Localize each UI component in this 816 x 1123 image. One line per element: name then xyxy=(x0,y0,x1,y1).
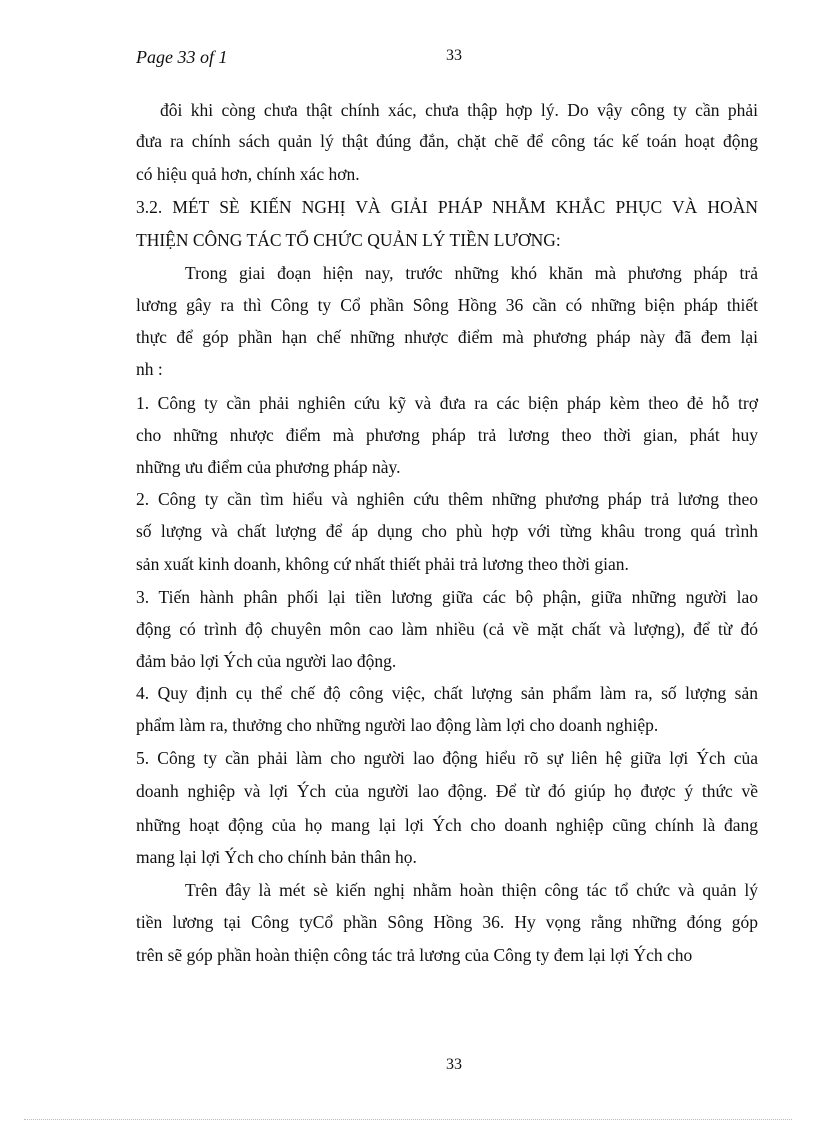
page-bottom-divider xyxy=(24,1119,792,1120)
text-line: tiền lương tại Công tyCổ phần Sông Hồng 36. Hy vọng rằng những đóng góp xyxy=(136,912,758,932)
text-line: sản xuất kinh doanh, không cứ nhất thiết phải trả lương theo thời gian. xyxy=(136,554,629,574)
header-page-number: 33 xyxy=(446,47,462,64)
list-item-3: 3. Tiến hành phân phối lại tiền lương giữa các bộ phận, giữa những người lao xyxy=(136,587,758,607)
text-line: lương gây ra thì Công ty Cổ phần Sông Hồng 36 cần có những biện pháp thiết xyxy=(136,295,758,315)
list-item-4: 4. Quy định cụ thể chế độ công việc, chất lượng sản phẩm làm ra, số lượng sản xyxy=(136,683,758,703)
section-heading: THIỆN CÔNG TÁC TỔ CHỨC QUẢN LÝ TIỀN LƯƠNG: xyxy=(136,230,561,250)
text-line: đảm bảo lợi Ých của người lao động. xyxy=(136,651,397,671)
text-line: doanh nghiệp và lợi Ých của người lao động. Để từ đó giúp họ được ý thức về xyxy=(136,781,758,801)
text-line: Trên đây là mét sè kiến nghị nhằm hoàn thiện công tác tổ chức và quản lý xyxy=(185,880,758,900)
text-line: mang lại lợi Ých cho chính bản thân họ. xyxy=(136,847,417,867)
text-line: thực để góp phần hạn chế những nhược điểm mà phương pháp này đã đem lại xyxy=(136,327,758,347)
footer-page-number: 33 xyxy=(446,1056,462,1073)
text-line: phẩm làm ra, thưởng cho những người lao động làm lợi cho doanh nghiệp. xyxy=(136,715,659,735)
text-line: trên sẽ góp phần hoàn thiện công tác trả lương của Công ty đem lại lợi Ých cho xyxy=(136,945,693,965)
text-line: số lượng và chất lượng để áp dụng cho phù hợp với từng khâu trong quá trình xyxy=(136,521,758,541)
text-line: những hoạt động của họ mang lại lợi Ých cho doanh nghiệp cũng chính là đang xyxy=(136,815,758,835)
list-item-2: 2. Công ty cần tìm hiểu và nghiên cứu thêm những phương pháp trả lương theo xyxy=(136,489,758,509)
text-line: đưa ra chính sách quản lý thật đúng đắn, chặt chẽ để công tác kế toán hoạt động xyxy=(136,131,758,151)
list-item-5: 5. Công ty cần phải làm cho người lao động hiểu rõ sự liên hệ giữa lợi Ých của xyxy=(136,748,758,768)
section-heading: 3.2. MÉT SÈ KIẾN NGHỊ VÀ GIẢI PHÁP NHẰM KHẮC PHỤC VÀ HOÀN xyxy=(136,197,758,217)
text-line: đôi khi còng chưa thật chính xác, chưa thập hợp lý. Do vậy công ty cần phải xyxy=(160,100,758,120)
text-line: Trong giai đoạn hiện nay, trước những khó khăn mà phương pháp trả xyxy=(185,263,758,283)
page-header-label: Page 33 of 1 xyxy=(136,47,228,67)
text-line: động có trình độ chuyên môn cao làm nhiều (cả về mặt chất và lượng), để từ đó xyxy=(136,619,758,639)
text-line: có hiệu quả hơn, chính xác hơn. xyxy=(136,164,360,184)
text-line: những ưu điểm của phương pháp này. xyxy=(136,457,401,477)
text-line: cho những nhược điểm mà phương pháp trả lương theo thời gian, phát huy xyxy=(136,425,758,445)
list-item-1: 1. Công ty cần phải nghiên cứu kỹ và đưa ra các biện pháp kèm theo đẻ hỗ trợ xyxy=(136,393,758,413)
text-line: nh : xyxy=(136,359,163,379)
